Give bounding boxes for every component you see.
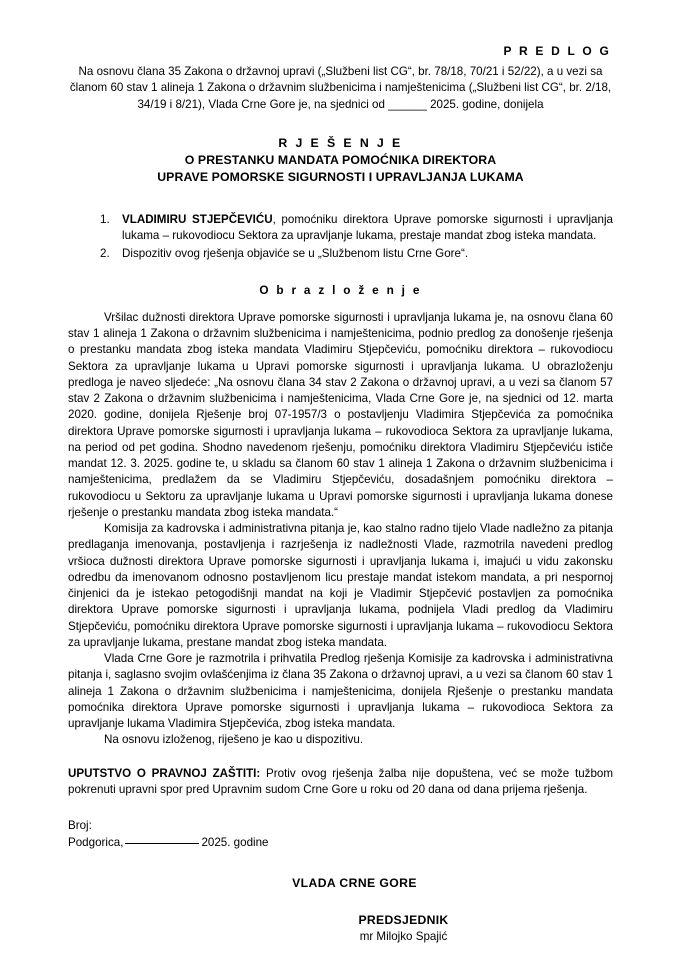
title-line-rjesenje: R J E Š E N J E: [278, 136, 403, 151]
preamble-paragraph: Na osnovu člana 35 Zakona o državnoj upravi („Službeni list CG“, br. 78/18, 70/21 i 52/22), a u vezi sa članom 60 stav 1 alineja 1 Zakona o državnim službenicima i namještenicima („Službeni list CG“, br. 2/18, 34/19 i 8/21), Vlada Crne Gore je, na sjednici od ______ 2025. godine, donijela: [69, 65, 612, 111]
dispositive-list: [68, 212, 613, 262]
proposal-label: P R E D L O G: [503, 44, 611, 58]
dispositive-item-text: , pomoćniku direktora Uprave pomorske sigurnosti i upravljanja lukama – rukovodiocu Sektora za upravljanje lukama, prestaje mandat zbog isteka mandata.: [122, 213, 613, 243]
legal-remedy-section: [68, 766, 613, 798]
document-title: [68, 135, 613, 186]
explanation-heading: O b r a z l o ž e n j e: [259, 282, 422, 297]
document-header: [68, 44, 613, 113]
meta-place-row: [68, 835, 613, 852]
explanation-paragraph: Vlada Crne Gore je razmotrila i prihvatila Predlog rješenja Komisije za kadrovska i administrativna pitanja i, saglasno svojim ovlašćenjima iz člana 35 Zakona o državnoj upravi, a u vezi sa članom 60 stav 1 alineja 1 Zakona o državnim službenicima i namještenicima, donijela Rješenje o prestanku mandata pomoćnika direktora Uprave pomorske sigurnosti i upravljanja lukama – rukovodioca Sektora za upravljanje lukama Vladimira Stjepčevića, zbog isteka mandata.: [68, 652, 613, 731]
explanation-paragraph: Komisija za kadrovska i administrativna pitanja je, kao stalno radno tijelo Vlade nadležno za pitanja predlaganja imenovanja, postavljenja i razrješenja iz nadležnosti Vlade, razmotrila navedeni predlog vršioca dužnosti direktora Uprave pomorske sigurnosti i upravljanja lukama i, imajući u vidu zakonsku odredbu da imenovanom odnosno postavljenom licu prestaje mandat istekom mandata, a pri nespornoj činjenici da je istekao petogodišnji mandat na koji je Vladimir Stjepčević postavljen za pomoćnika direktora Uprave pomorske sigurnosti i upravljanja lukama, podnijela Vladi predlog da Vladimiru Stjepčeviću, pomoćniku direktora Uprave pomorske sigurnosti i upravljanja lukama – rukovodiocu Sektora za upravljanje lukama, prestane mandat zbog isteka mandata.: [68, 522, 613, 649]
list-item: [100, 246, 613, 262]
date-blank-line: [125, 843, 199, 844]
signatory-name: mr Milojko Spajić: [359, 930, 448, 944]
legal-remedy-text: Protiv ovog rješenja žalba nije dopuštena, već se može tužbom pokrenuti upravni spor pred Upravnim sudom Crne Gore u roku od 20 dana od dana prijema rješenja.: [68, 766, 613, 796]
explanation-paragraph: Na osnovu izloženog, riješeno je kao u dispozitivu.: [104, 733, 364, 747]
legal-remedy-label: UPUTSTVO O PRAVNOJ ZAŠTITI:: [68, 766, 261, 780]
document-meta: [68, 818, 613, 851]
explanation-body: [68, 310, 613, 749]
dispositive-person-name: VLADIMIRU STJEPČEVIĆU: [122, 213, 273, 227]
signatory-role: PREDSJEDNIK: [358, 913, 449, 928]
explanation-paragraph: Vršilac dužnosti direktora Uprave pomorske sigurnosti i upravljanja lukama je, na osnovu člana 60 stav 1 alineja 1 Zakona o državnim službenicima i namještenicima, podnio predlog za donošenje rješenja o prestanku mandata zbog isteka mandata Vladimiru Stjepčeviću, pomoćniku direktora – rukovodiocu Sektora za upravljanje lukama u Upravi pomorske sigurnosti i upravljanja lukama. U obrazloženju predloga je naveo sljedeće: „Na osnovu člana 34 stav 2 Zakona o državnoj upravi, a u vezi sa članom 57 stav 2 Zakona o državnim službenicima i namještenicima, Vlada Crne Gore je, na sjednici od 12. marta 2020. godine, donijela Rješenje broj 07-1957/3 o postavljenju Vladimira Stjepčevića za pomoćnika direktora Uprave pomorske sigurnosti i upravljanja lukama – rukovodioca Sektora za upravljanje lukama, na period od pet godina. Shodno navedenom rješenju, pomoćniku direktora Vladimiru Stjepčeviću ističe mandat 12. 3. 2025. godine te, u skladu sa članom 60 stav 1 alineja 1 Zakona o državnim službenicima i namještenicima, predlažem da se Vladimiru Stjepčeviću, dosadašnjem pomoćniku direktora – rukovodiocu u Sektoru za upravljanje lukama u Upravi pomorske sigurnosti i upravljanja lukama donese rješenje o prestanku mandata zbog isteka mandata.“: [68, 310, 613, 519]
meta-number-label: Broj:: [68, 818, 92, 832]
title-line-authority: UPRAVE POMORSKE SIGURNOSTI I UPRAVLJANJA LUKAMA: [157, 170, 524, 185]
signature-block: [68, 912, 613, 945]
government-name: VLADA CRNE GORE: [292, 876, 417, 891]
list-item: [100, 212, 613, 244]
dispositive-item-text: Dispozitiv ovog rješenja objaviće se u „Službenom listu Crne Gore“.: [122, 246, 469, 260]
title-line-subject: O PRESTANKU MANDATA POMOĆNIKA DIREKTORA: [184, 153, 497, 168]
meta-year-label: 2025. godine: [201, 835, 269, 849]
meta-number-row: [68, 818, 613, 835]
meta-place-label: Podgorica,: [68, 835, 124, 849]
